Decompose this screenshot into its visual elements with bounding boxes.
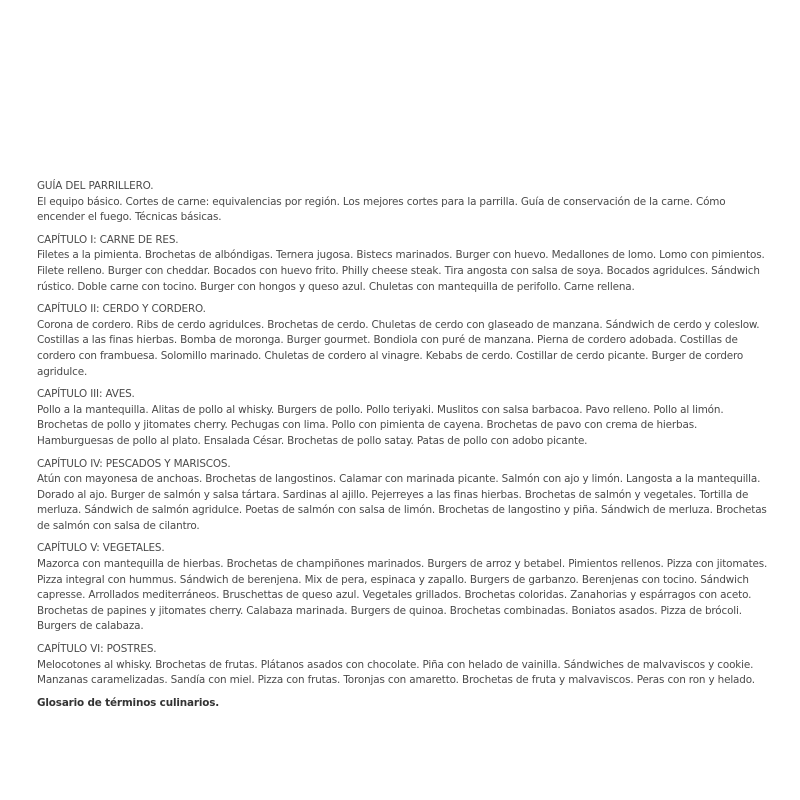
- chapter-3-title: CAPÍTULO III: AVES.: [37, 388, 135, 401]
- chapter-4-title: CAPÍTULO IV: PESCADOS Y MARISCOS.: [37, 457, 231, 470]
- chapter-1-title: CAPÍTULO I: CARNE DE RES.: [37, 233, 179, 246]
- chapter-1-section: [37, 233, 775, 295]
- chapter-1-text: Filetes a la pimienta. Brochetas de albóndigas. Ternera jugosa. Bistecs marinados. Burger con huevo. Medallones de lomo. Lomo con pimientos. Filete relleno. Burger con cheddar. Bocados con huevo frito. Philly cheese steak. Tira angosta con salsa de soya. Bocados agridulces. Sándwich rústico. Doble carne con tocino. Burger con hongos y queso azul. Chuletas con mantequilla de perifollo. Carne rellena.: [37, 249, 765, 293]
- chapter-2-title: CAPÍTULO II: CERDO Y CORDERO.: [37, 303, 206, 316]
- chapter-5-text: Mazorca con mantequilla de hierbas. Brochetas de champiñones marinados. Burgers de arroz y betabel. Pimientos rellenos. Pizza con jitomates. Pizza integral con hummus. Sándwich de berenjena. Mix de pera, espinaca y zapallo. Burgers de garbanzo. Berenjenas con tocino. Sándwich capresse. Arrollados mediterráneos. Bruschettas de queso azul. Vegetales grillados. Brochetas coloridas. Zanahorias y espárragos con aceto. Brochetas de papines y jitomates cherry. Calabaza marinada. Burgers de quinoa. Brochetas combinadas. Boniatos asados. Pizza de brócoli. Burgers de calabaza.: [37, 558, 768, 633]
- section-text: El equipo básico. Cortes de carne: equivalencias por región. Los mejores cortes para la parrilla. Guía de conservación de la carne. Cómo encender el fuego. Técnicas básicas.: [37, 195, 726, 224]
- glossary-heading: Glosario de términos culinarios.: [37, 696, 220, 709]
- chapter-5-title: CAPÍTULO V: VEGETALES.: [37, 542, 165, 555]
- chapter-4-text: Atún con mayonesa de anchoas. Brochetas de langostinos. Calamar con marinada picante. Salmón con ajo y limón. Langosta a la mantequilla. Dorado al ajo. Burger de salmón y salsa tártara. Sardinas al ajillo. Pejerreyes a las finas hierbas. Brochetas de salmón y vegetales. Tortilla de merluza. Sándwich de salmón agridulce. Poetas de salmón con salsa de limón. Brochetas de langostino y piña. Sándwich de merluza. Brochetas de salmón con salsa de cilantro.: [37, 473, 767, 532]
- chapter-2-section: [37, 302, 775, 380]
- chapter-2-text: Corona de cordero. Ribs de cerdo agridulces. Brochetas de cerdo. Chuletas de cerdo con glaseado de manzana. Sándwich de cerdo y coleslow. Costillas a las finas hierbas. Bomba de moronga. Burger gourmet. Bondiola con puré de manzana. Pierna de cordero adobada. Costillas de cordero con frambuesa. Solomillo marinado. Chuletas de cordero al vinagre. Kebabs de cerdo. Costillar de cerdo picante. Burger de cordero agridulce.: [37, 318, 760, 378]
- table-of-contents: [37, 179, 775, 722]
- chapter-6-title: CAPÍTULO VI: POSTRES.: [37, 643, 157, 656]
- chapter-5-section: [37, 541, 775, 635]
- chapter-6-section: [37, 642, 775, 689]
- intro-section: [37, 179, 775, 226]
- chapter-3-section: [37, 387, 775, 449]
- chapter-3-text: Pollo a la mantequilla. Alitas de pollo al whisky. Burgers de pollo. Pollo teriyaki. Muslitos con salsa barbacoa. Pavo relleno. Pollo al limón. Brochetas de pollo y jitomates cherry. Pechugas con lima. Pollo con pimienta de cayena. Brochetas de pavo con crema de hierbas. Hamburguesas de pollo al plato. Ensalada César. Brochetas de pollo satay. Patas de pollo con adobo picante.: [37, 403, 724, 447]
- chapter-6-text: Melocotones al whisky. Brochetas de frutas. Plátanos asados con chocolate. Piña con helado de vainilla. Sándwiches de malvaviscos y cookie. Manzanas caramelizadas. Sandía con miel. Pizza con frutas. Toronjas con amaretto. Brochetas de fruta y malvaviscos. Peras con ron y helado.: [37, 658, 755, 687]
- chapter-4-section: [37, 457, 775, 535]
- section-heading: GUÍA DEL PARRILLERO.: [37, 180, 154, 192]
